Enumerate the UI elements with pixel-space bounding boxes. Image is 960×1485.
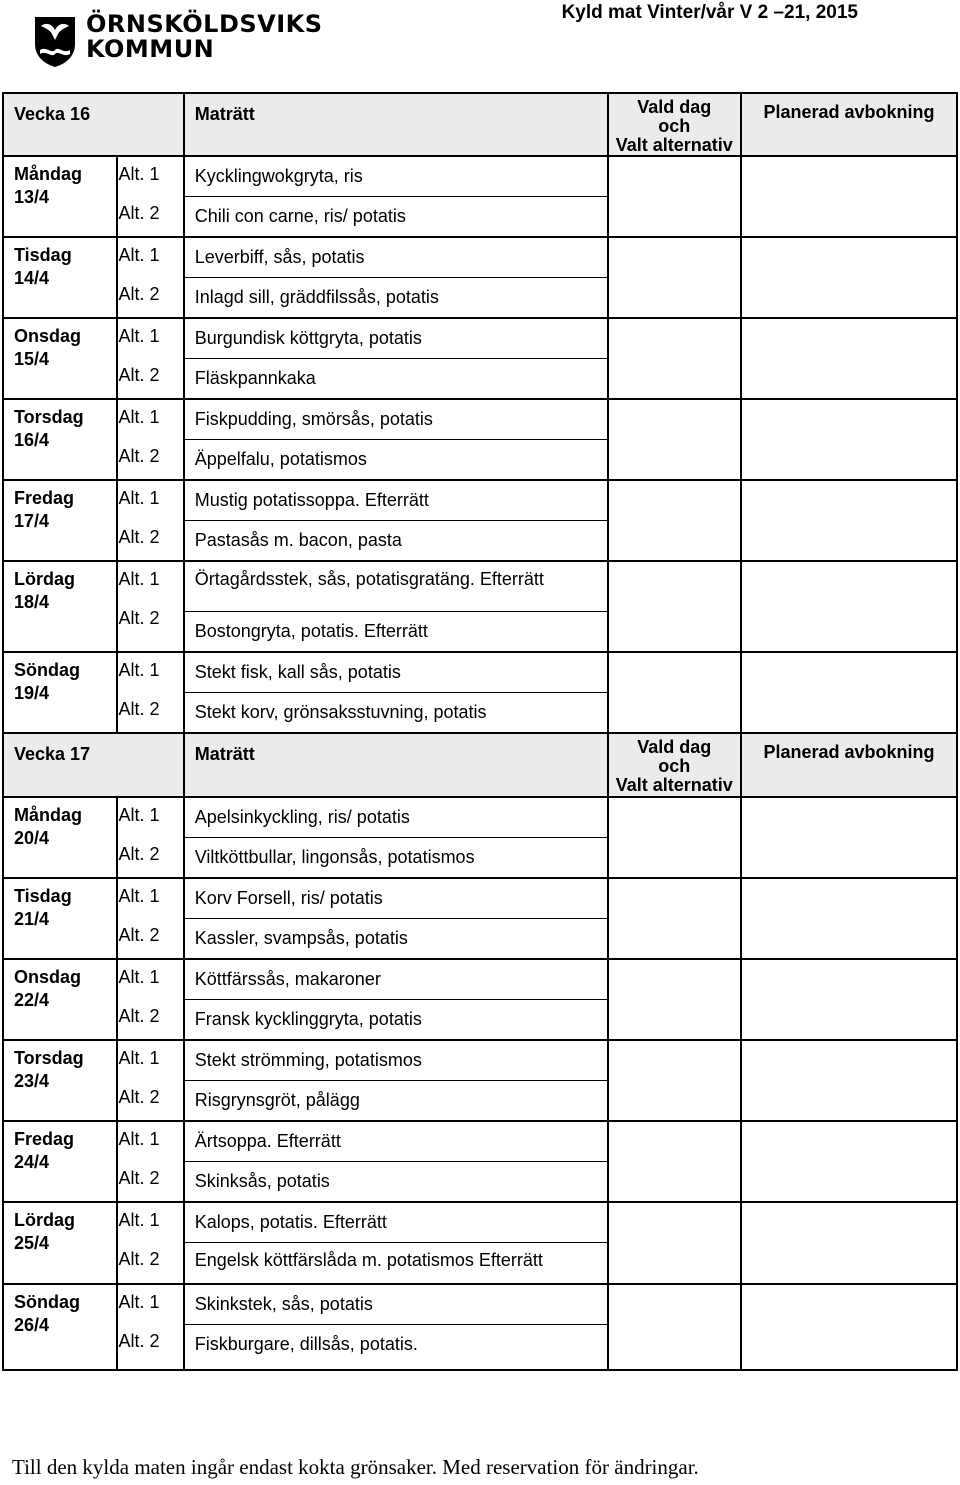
day-date: 25/4	[14, 1233, 50, 1253]
alternative-label: Alt. 2	[118, 1006, 160, 1026]
day-date: 16/4	[14, 430, 50, 450]
alternative-label: Alt. 2	[118, 844, 160, 864]
day-cell	[3, 318, 117, 399]
selection-header-line: och	[658, 756, 691, 776]
dishes-cell	[184, 561, 608, 652]
selection-input-cell[interactable]	[608, 237, 742, 318]
dish-name: Bostongryta, potatis. Efterrätt	[185, 611, 607, 651]
cancellation-input-cell[interactable]	[741, 237, 957, 318]
day-name: Torsdag	[14, 407, 84, 427]
dish-name: Korv Forsell, ris/ potatis	[194, 888, 383, 908]
selection-input-cell[interactable]	[608, 652, 742, 733]
selection-header-line: och	[658, 116, 691, 136]
selection-input-cell[interactable]	[608, 399, 742, 480]
day-row	[3, 318, 957, 399]
day-name: Söndag	[14, 1292, 80, 1312]
dishes-cell	[184, 1040, 608, 1121]
selection-header-line: Valt alternativ	[615, 775, 733, 795]
dish-name: Mustig potatissoppa. Efterrätt	[194, 490, 429, 510]
alternatives-cell	[117, 156, 183, 237]
day-name: Måndag	[14, 164, 83, 184]
alternative-label: Alt. 1	[118, 1210, 160, 1230]
dish-name: Kassler, svampsås, potatis	[185, 918, 607, 958]
alternative-label: Alt. 2	[118, 446, 160, 466]
dish-name: Chili con carne, ris/ potatis	[185, 196, 607, 236]
cancellation-input-cell[interactable]	[741, 318, 957, 399]
selection-input-cell[interactable]	[608, 878, 742, 959]
alternative-label: Alt. 2	[118, 1168, 160, 1188]
organization-name	[86, 12, 323, 62]
dish-name: Kalops, potatis. Efterrätt	[194, 1212, 387, 1232]
document-title: Kyld mat Vinter/vår V 2 –21, 2015	[561, 2, 858, 23]
day-name: Onsdag	[14, 326, 82, 346]
alternatives-cell	[117, 1284, 183, 1370]
week-label: Vecka 17	[3, 733, 184, 797]
cancellation-input-cell[interactable]	[741, 399, 957, 480]
dish-name: Fläskpannkaka	[185, 358, 607, 398]
dish-name: Fransk kycklinggryta, potatis	[185, 999, 607, 1039]
day-name: Onsdag	[14, 967, 82, 987]
cancellation-input-cell[interactable]	[741, 1202, 957, 1284]
dishes-cell	[184, 156, 608, 237]
cancellation-input-cell[interactable]	[741, 1121, 957, 1202]
dish-name: Burgundisk köttgryta, potatis	[194, 328, 422, 348]
dishes-cell	[184, 1284, 608, 1370]
dishes-cell	[184, 1202, 608, 1284]
day-name: Tisdag	[14, 886, 72, 906]
organization-line-1: ÖRNSKÖLDSVIKS	[86, 10, 323, 38]
day-cell	[3, 1040, 117, 1121]
alternative-label: Alt. 1	[118, 569, 160, 589]
day-date: 13/4	[14, 187, 50, 207]
selection-header-line: Vald dag	[637, 737, 712, 757]
dish-name: Stekt fisk, kall sås, potatis	[194, 662, 401, 682]
dish-name: Viltköttbullar, lingonsås, potatismos	[185, 837, 607, 877]
selection-input-cell[interactable]	[608, 318, 742, 399]
alternative-label: Alt. 1	[118, 164, 160, 184]
alternative-label: Alt. 1	[118, 1048, 160, 1068]
alternative-label: Alt. 1	[118, 407, 160, 427]
day-name: Fredag	[14, 1129, 75, 1149]
alternative-label: Alt. 1	[118, 886, 160, 906]
day-cell	[3, 1121, 117, 1202]
dish-name: Inlagd sill, gräddfilssås, potatis	[185, 277, 607, 317]
alternative-label: Alt. 1	[118, 1292, 160, 1312]
cancellation-input-cell[interactable]	[741, 561, 957, 652]
dish-column-header: Maträtt	[184, 733, 608, 797]
dish-name: Apelsinkyckling, ris/ potatis	[194, 807, 410, 827]
week-header-row	[3, 733, 957, 797]
day-cell	[3, 561, 117, 652]
week-label: Vecka 16	[3, 93, 184, 156]
dishes-cell	[184, 652, 608, 733]
dish-name: Örtagårdsstek, sås, potatisgratäng. Efterrätt	[194, 569, 544, 589]
alternative-label: Alt. 1	[118, 1129, 160, 1149]
day-cell	[3, 1284, 117, 1370]
selection-input-cell[interactable]	[608, 1202, 742, 1284]
selection-input-cell[interactable]	[608, 156, 742, 237]
selection-input-cell[interactable]	[608, 1040, 742, 1121]
alternative-label: Alt. 2	[118, 608, 160, 628]
day-name: Lördag	[14, 569, 75, 589]
day-date: 26/4	[14, 1315, 50, 1335]
selection-input-cell[interactable]	[608, 959, 742, 1040]
dish-name: Pastasås m. bacon, pasta	[185, 520, 607, 560]
alternatives-cell	[117, 878, 183, 959]
cancellation-input-cell[interactable]	[741, 878, 957, 959]
dish-name: Äppelfalu, potatismos	[185, 439, 607, 479]
alternative-label: Alt. 2	[118, 284, 160, 304]
selection-input-cell[interactable]	[608, 797, 742, 878]
cancellation-input-cell[interactable]	[741, 480, 957, 561]
day-row	[3, 237, 957, 318]
day-date: 15/4	[14, 349, 50, 369]
alternative-label: Alt. 2	[118, 1331, 160, 1351]
dish-name: Ärtsoppa. Efterrätt	[194, 1131, 341, 1151]
day-cell	[3, 797, 117, 878]
alternative-label: Alt. 1	[118, 805, 160, 825]
selection-header-line: Valt alternativ	[615, 135, 733, 155]
alternatives-cell	[117, 318, 183, 399]
alternatives-cell	[117, 1202, 183, 1284]
day-date: 19/4	[14, 683, 50, 703]
selection-input-cell[interactable]	[608, 1284, 742, 1370]
planned-cancellation-header: Planerad avbokning	[741, 733, 957, 797]
day-date: 14/4	[14, 268, 50, 288]
day-cell	[3, 399, 117, 480]
day-row	[3, 399, 957, 480]
alternatives-cell	[117, 1040, 183, 1121]
alternatives-cell	[117, 797, 183, 878]
day-row	[3, 959, 957, 1040]
menu-table	[2, 92, 958, 1371]
alternative-label: Alt. 1	[118, 326, 160, 346]
dishes-cell	[184, 878, 608, 959]
selection-input-cell[interactable]	[608, 480, 742, 561]
day-name: Tisdag	[14, 245, 72, 265]
dish-name: Köttfärssås, makaroner	[194, 969, 381, 989]
day-name: Torsdag	[14, 1048, 84, 1068]
day-date: 21/4	[14, 909, 50, 929]
day-date: 22/4	[14, 990, 50, 1010]
day-row	[3, 156, 957, 237]
dishes-cell	[184, 318, 608, 399]
day-date: 18/4	[14, 592, 50, 612]
planned-cancellation-header: Planerad avbokning	[741, 93, 957, 156]
alternative-label: Alt. 2	[118, 699, 160, 719]
day-date: 24/4	[14, 1152, 50, 1172]
day-row	[3, 1040, 957, 1121]
day-date: 23/4	[14, 1071, 50, 1091]
day-name: Söndag	[14, 660, 80, 680]
alternatives-cell	[117, 480, 183, 561]
day-row	[3, 1284, 957, 1370]
alternatives-cell	[117, 237, 183, 318]
alternatives-cell	[117, 561, 183, 652]
dishes-cell	[184, 480, 608, 561]
alternatives-cell	[117, 652, 183, 733]
day-row	[3, 1202, 957, 1284]
day-name: Lördag	[14, 1210, 75, 1230]
alternative-label: Alt. 2	[118, 1087, 160, 1107]
alternatives-cell	[117, 399, 183, 480]
alternative-label: Alt. 1	[118, 488, 160, 508]
alternatives-cell	[117, 959, 183, 1040]
cancellation-input-cell[interactable]	[741, 1040, 957, 1121]
day-row	[3, 797, 957, 878]
dish-name: Skinkstek, sås, potatis	[194, 1294, 373, 1314]
dish-name: Risgrynsgröt, pålägg	[185, 1080, 607, 1120]
dish-name: Fiskpudding, smörsås, potatis	[194, 409, 433, 429]
document-header	[0, 0, 960, 90]
alternative-label: Alt. 2	[118, 1249, 160, 1269]
dish-column-header: Maträtt	[184, 93, 608, 156]
alternative-label: Alt. 2	[118, 203, 160, 223]
organization-line-2: KOMMUN	[86, 35, 215, 63]
alternative-label: Alt. 2	[118, 527, 160, 547]
selection-header-line: Vald dag	[637, 97, 712, 117]
dish-name: Fiskburgare, dillsås, potatis.	[185, 1324, 607, 1364]
day-row	[3, 480, 957, 561]
dish-name: Stekt korv, grönsaksstuvning, potatis	[185, 692, 607, 732]
cancellation-input-cell[interactable]	[741, 1284, 957, 1370]
dishes-cell	[184, 399, 608, 480]
alternative-label: Alt. 2	[118, 925, 160, 945]
day-row	[3, 652, 957, 733]
day-name: Fredag	[14, 488, 75, 508]
cancellation-input-cell[interactable]	[741, 797, 957, 878]
day-row	[3, 561, 957, 652]
dish-name: Stekt strömming, potatismos	[194, 1050, 422, 1070]
selection-column-header	[608, 733, 742, 797]
selection-column-header	[608, 93, 742, 156]
day-date: 17/4	[14, 511, 50, 531]
dish-name: Kycklingwokgryta, ris	[194, 166, 363, 186]
week-header-row	[3, 93, 957, 156]
day-row	[3, 878, 957, 959]
day-cell	[3, 1202, 117, 1284]
alternative-label: Alt. 1	[118, 660, 160, 680]
day-row	[3, 1121, 957, 1202]
alternatives-cell	[117, 1121, 183, 1202]
day-cell	[3, 237, 117, 318]
cancellation-input-cell[interactable]	[741, 652, 957, 733]
selection-input-cell[interactable]	[608, 1121, 742, 1202]
day-name: Måndag	[14, 805, 83, 825]
alternative-label: Alt. 1	[118, 967, 160, 987]
day-cell	[3, 156, 117, 237]
selection-input-cell[interactable]	[608, 561, 742, 652]
municipal-crest-icon	[32, 14, 78, 68]
day-date: 20/4	[14, 828, 50, 848]
dish-name: Skinksås, potatis	[185, 1161, 607, 1201]
dish-name: Leverbiff, sås, potatis	[194, 247, 365, 267]
dishes-cell	[184, 959, 608, 1040]
day-cell	[3, 959, 117, 1040]
dish-name: Engelsk köttfärslåda m. potatismos Efterrätt	[185, 1242, 607, 1283]
day-cell	[3, 480, 117, 561]
day-cell	[3, 652, 117, 733]
day-cell	[3, 878, 117, 959]
cancellation-input-cell[interactable]	[741, 959, 957, 1040]
footer-note: Till den kylda maten ingår endast kokta grönsaker. Med reservation för ändringar.	[12, 1455, 699, 1479]
dishes-cell	[184, 1121, 608, 1202]
alternative-label: Alt. 1	[118, 245, 160, 265]
dishes-cell	[184, 237, 608, 318]
alternative-label: Alt. 2	[118, 365, 160, 385]
cancellation-input-cell[interactable]	[741, 156, 957, 237]
dishes-cell	[184, 797, 608, 878]
